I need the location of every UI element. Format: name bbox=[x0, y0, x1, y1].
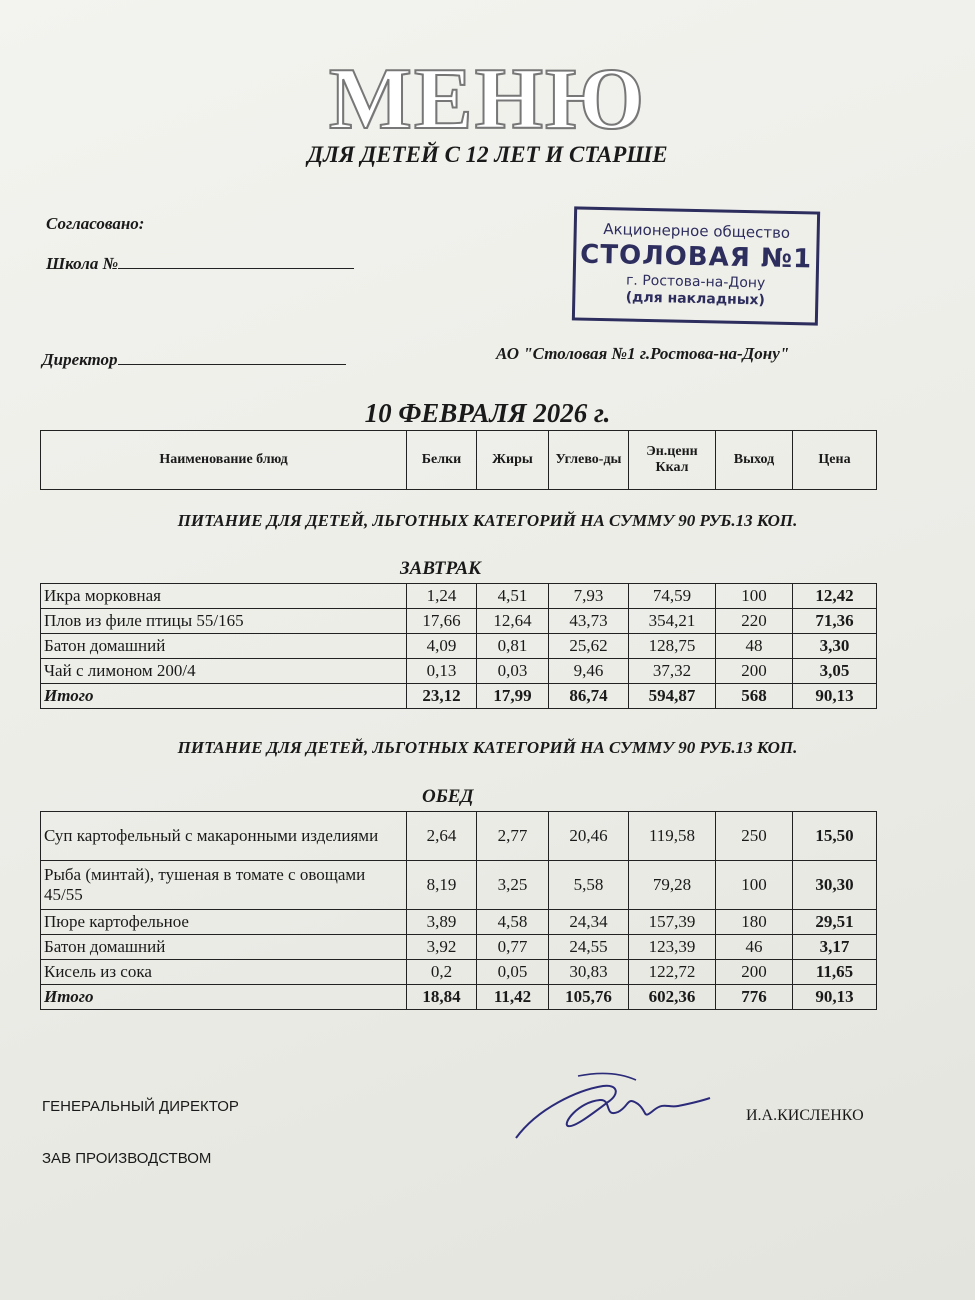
cell-yield: 180 bbox=[716, 910, 793, 935]
cell-yield: 250 bbox=[716, 812, 793, 861]
cell-fat: 12,64 bbox=[477, 609, 549, 634]
cell-fat: 3,25 bbox=[477, 861, 549, 910]
cell-fat: 0,77 bbox=[477, 935, 549, 960]
cell-protein: 17,66 bbox=[407, 609, 477, 634]
column-header-table bbox=[40, 430, 877, 490]
menu-date: 10 ФЕВРАЛЯ 2026 г. bbox=[364, 398, 611, 428]
cell-fat: 0,03 bbox=[477, 659, 549, 684]
cell-price: 30,30 bbox=[793, 861, 877, 910]
total-row bbox=[41, 985, 877, 1010]
cell-price: 71,36 bbox=[793, 609, 877, 634]
signer-name: И.А.КИСЛЕНКО bbox=[746, 1107, 864, 1124]
cell-dish-name: Батон домашний bbox=[41, 935, 407, 960]
cell-protein: 3,92 bbox=[407, 935, 477, 960]
cell-yield: 200 bbox=[716, 960, 793, 985]
cell-energy: 354,21 bbox=[629, 609, 716, 634]
table-row bbox=[41, 935, 877, 960]
cell-carbs: 24,34 bbox=[549, 910, 629, 935]
table-row bbox=[41, 910, 877, 935]
cell-carbs: 43,73 bbox=[549, 609, 629, 634]
cell-price: 90,13 bbox=[793, 985, 877, 1010]
cell-price: 3,17 bbox=[793, 935, 877, 960]
cell-energy: 79,28 bbox=[629, 861, 716, 910]
table-row bbox=[41, 960, 877, 985]
school-field bbox=[46, 252, 354, 274]
menu-title: МЕНЮ bbox=[328, 51, 647, 148]
total-row bbox=[41, 684, 877, 709]
school-label: Школа № bbox=[46, 254, 119, 273]
cell-yield: 100 bbox=[716, 584, 793, 609]
cell-energy: 594,87 bbox=[629, 684, 716, 709]
table-row bbox=[41, 861, 877, 910]
stamp-line-3: г. Ростова-на-Дону bbox=[625, 272, 766, 292]
col-price: Цена bbox=[793, 431, 877, 490]
col-carbs: Углево-ды bbox=[549, 431, 629, 490]
lunch-table bbox=[40, 811, 877, 1010]
cell-protein: 0,13 bbox=[407, 659, 477, 684]
col-dish-name: Наименование блюд bbox=[41, 431, 407, 490]
cell-fat: 4,58 bbox=[477, 910, 549, 935]
cell-carbs: 25,62 bbox=[549, 634, 629, 659]
cell-yield: 100 bbox=[716, 861, 793, 910]
cell-price: 15,50 bbox=[793, 812, 877, 861]
cell-fat: 11,42 bbox=[477, 985, 549, 1010]
cell-protein: 2,64 bbox=[407, 812, 477, 861]
lunch-caption: ПИТАНИЕ ДЛЯ ДЕТЕЙ, ЛЬГОТНЫХ КАТЕГОРИЙ НА СУММУ 90 РУБ.13 КОП. bbox=[177, 738, 798, 757]
cell-protein: 18,84 bbox=[407, 985, 477, 1010]
table-row bbox=[41, 812, 877, 861]
cell-carbs: 9,46 bbox=[549, 659, 629, 684]
general-director-label: ГЕНЕРАЛЬНЫЙ ДИРЕКТОР bbox=[42, 1098, 239, 1115]
lunch-title: ОБЕД bbox=[422, 786, 474, 807]
production-head-label: ЗАВ ПРОИЗВОДСТВОМ bbox=[42, 1150, 212, 1167]
cell-energy: 37,32 bbox=[629, 659, 716, 684]
cell-yield: 200 bbox=[716, 659, 793, 684]
cell-carbs: 86,74 bbox=[549, 684, 629, 709]
col-yield: Выход bbox=[716, 431, 793, 490]
cell-dish-name: Батон домашний bbox=[41, 634, 407, 659]
cell-fat: 0,81 bbox=[477, 634, 549, 659]
cell-fat: 2,77 bbox=[477, 812, 549, 861]
cell-carbs: 105,76 bbox=[549, 985, 629, 1010]
cell-yield: 776 bbox=[716, 985, 793, 1010]
stamp-line-2: СТОЛОВАЯ №1 bbox=[579, 239, 813, 275]
cell-dish-name: Плов из филе птицы 55/165 bbox=[41, 609, 407, 634]
cell-dish-name: Икра морковная bbox=[41, 584, 407, 609]
cell-protein: 0,2 bbox=[407, 960, 477, 985]
agreed-label: Согласовано: bbox=[46, 214, 145, 233]
cell-dish-name: Итого bbox=[41, 684, 407, 709]
col-energy: Эн.ценн Ккал bbox=[629, 431, 716, 490]
signature bbox=[508, 1068, 718, 1150]
cell-dish-name: Пюре картофельное bbox=[41, 910, 407, 935]
menu-subtitle: ДЛЯ ДЕТЕЙ С 12 ЛЕТ И СТАРШЕ bbox=[307, 142, 668, 167]
breakfast-title: ЗАВТРАК bbox=[400, 558, 482, 579]
cell-energy: 157,39 bbox=[629, 910, 716, 935]
cell-energy: 602,36 bbox=[629, 985, 716, 1010]
cell-yield: 46 bbox=[716, 935, 793, 960]
cell-carbs: 20,46 bbox=[549, 812, 629, 861]
cell-fat: 17,99 bbox=[477, 684, 549, 709]
director-blank-line bbox=[118, 348, 346, 365]
cell-dish-name: Итого bbox=[41, 985, 407, 1010]
cell-carbs: 30,83 bbox=[549, 960, 629, 985]
cell-fat: 4,51 bbox=[477, 584, 549, 609]
cell-protein: 23,12 bbox=[407, 684, 477, 709]
cell-protein: 4,09 bbox=[407, 634, 477, 659]
table-row bbox=[41, 634, 877, 659]
cell-protein: 8,19 bbox=[407, 861, 477, 910]
cell-dish-name: Суп картофельный с макаронными изделиями bbox=[41, 812, 407, 861]
col-fat: Жиры bbox=[477, 431, 549, 490]
cell-carbs: 5,58 bbox=[549, 861, 629, 910]
cell-protein: 3,89 bbox=[407, 910, 477, 935]
table-row bbox=[41, 609, 877, 634]
cell-dish-name: Рыба (минтай), тушеная в томате с овощами 45/55 bbox=[41, 861, 407, 910]
cell-yield: 568 bbox=[716, 684, 793, 709]
school-blank-line bbox=[118, 252, 354, 269]
stamp-line-4: (для накладных) bbox=[625, 289, 766, 309]
cell-yield: 48 bbox=[716, 634, 793, 659]
organization-stamp bbox=[572, 206, 820, 325]
stamp-line-1: Акционерное общество bbox=[603, 220, 791, 242]
cell-energy: 74,59 bbox=[629, 584, 716, 609]
cell-carbs: 7,93 bbox=[549, 584, 629, 609]
director-field bbox=[42, 348, 346, 370]
cell-price: 11,65 bbox=[793, 960, 877, 985]
cell-yield: 220 bbox=[716, 609, 793, 634]
breakfast-caption: ПИТАНИЕ ДЛЯ ДЕТЕЙ, ЛЬГОТНЫХ КАТЕГОРИЙ НА СУММУ 90 РУБ.13 КОП. bbox=[177, 511, 798, 530]
breakfast-table bbox=[40, 583, 877, 709]
cell-price: 3,30 bbox=[793, 634, 877, 659]
cell-fat: 0,05 bbox=[477, 960, 549, 985]
director-label: Директор bbox=[42, 350, 118, 369]
cell-energy: 119,58 bbox=[629, 812, 716, 861]
cell-dish-name: Чай с лимоном 200/4 bbox=[41, 659, 407, 684]
cell-price: 29,51 bbox=[793, 910, 877, 935]
col-protein: Белки bbox=[407, 431, 477, 490]
cell-energy: 123,39 bbox=[629, 935, 716, 960]
cell-energy: 122,72 bbox=[629, 960, 716, 985]
cell-price: 90,13 bbox=[793, 684, 877, 709]
cell-protein: 1,24 bbox=[407, 584, 477, 609]
cell-price: 12,42 bbox=[793, 584, 877, 609]
cell-energy: 128,75 bbox=[629, 634, 716, 659]
cell-dish-name: Кисель из сока bbox=[41, 960, 407, 985]
cell-carbs: 24,55 bbox=[549, 935, 629, 960]
organization-name: АО "Столовая №1 г.Ростова-на-Дону" bbox=[496, 344, 790, 363]
table-row bbox=[41, 659, 877, 684]
table-row bbox=[41, 584, 877, 609]
cell-price: 3,05 bbox=[793, 659, 877, 684]
